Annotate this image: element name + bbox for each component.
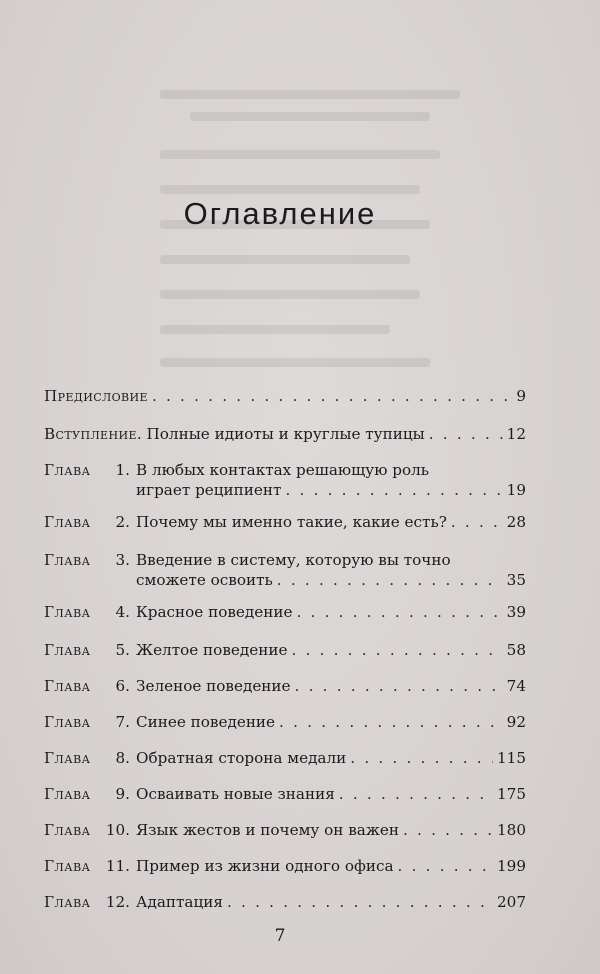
entry-text-block <box>136 856 526 876</box>
chapter-number: 7. <box>115 713 130 731</box>
toc-entry <box>44 640 526 660</box>
entry-title: играет реципиент <box>136 481 282 499</box>
toc-entry <box>44 512 526 532</box>
chapter-number: 1. <box>115 461 130 479</box>
toc-entry <box>44 386 526 406</box>
chapter-number: 12. <box>105 893 130 911</box>
chapter-label: Глава <box>44 893 91 911</box>
entry-page-number: 199 <box>497 857 526 875</box>
entry-page-number: 35 <box>506 571 526 589</box>
dot-leader <box>429 424 503 444</box>
dot-leader <box>277 570 503 590</box>
dot-leader <box>227 892 493 912</box>
entry-title: Синее поведение <box>136 713 276 731</box>
chapter-label: Глава <box>44 677 91 695</box>
toc-entry <box>44 712 526 732</box>
entry-page-number: 28 <box>506 513 526 531</box>
entry-text-block <box>136 892 526 912</box>
entry-text-block <box>136 602 526 622</box>
toc-entry <box>44 892 526 912</box>
entry-title-line <box>136 712 526 732</box>
toc-entry <box>44 602 526 622</box>
entry-title-line: Введение в систему, которую вы точно <box>136 551 451 569</box>
toc-entry <box>44 676 526 696</box>
entry-text-block <box>136 512 526 532</box>
toc-entry <box>44 748 526 768</box>
entry-title-line <box>44 386 526 406</box>
entry-text-block <box>136 640 526 660</box>
entry-page-number: 58 <box>506 641 526 659</box>
entry-title: Зеленое поведение <box>136 677 291 695</box>
entry-page-number: 175 <box>497 785 526 803</box>
entry-title: Осваивать новые знания <box>136 785 335 803</box>
entry-title: Обратная сторона медали <box>136 749 347 767</box>
chapter-label: Глава <box>44 821 91 839</box>
entry-page-number: 180 <box>497 821 526 839</box>
entry-title: Желтое поведение <box>136 641 288 659</box>
entry-page-number: 74 <box>506 677 526 695</box>
entry-page-number: 19 <box>506 481 526 499</box>
entry-title: Пример из жизни одного офиса <box>136 857 394 875</box>
entry-title-line <box>136 512 526 532</box>
page-title: Оглавление <box>183 196 377 231</box>
entry-title: Красное поведение <box>136 603 293 621</box>
entry-title: Предисловие <box>44 387 148 405</box>
entry-text-block <box>136 460 526 500</box>
entry-title-line <box>136 820 526 840</box>
entry-text-block <box>136 550 526 590</box>
entry-title: Почему мы именно такие, какие есть? <box>136 513 447 531</box>
entry-title: сможете освоить <box>136 571 273 589</box>
entry-page-number: 9 <box>516 387 526 405</box>
entry-title-line: В любых контактах решающую роль <box>136 461 430 479</box>
entry-title: Язык жестов и почему он важен <box>136 821 399 839</box>
dot-leader <box>339 784 493 804</box>
entry-title-line <box>136 748 526 768</box>
entry-title-line <box>136 784 526 804</box>
chapter-number: 11. <box>105 857 130 875</box>
page-number: 7 <box>274 926 286 946</box>
toc-entry <box>44 784 526 804</box>
chapter-label: Глава <box>44 641 91 659</box>
entry-page-number: 207 <box>497 893 526 911</box>
entry-text-block <box>44 424 526 444</box>
dot-leader <box>297 602 503 622</box>
toc-entry <box>44 460 526 500</box>
chapter-label: Глава <box>44 857 91 875</box>
chapter-label: Глава <box>44 551 91 569</box>
chapter-number: 5. <box>115 641 130 659</box>
chapter-number: 2. <box>115 513 130 531</box>
chapter-label: Глава <box>44 603 91 621</box>
chapter-label: Глава <box>44 461 91 479</box>
entry-text-block <box>136 820 526 840</box>
dot-leader <box>152 386 512 406</box>
chapter-label: Глава <box>44 713 91 731</box>
entry-text-block <box>136 712 526 732</box>
chapter-number: 3. <box>115 551 130 569</box>
dot-leader <box>285 480 502 500</box>
entry-page-number: 115 <box>497 749 526 767</box>
entry-text-block <box>44 386 526 406</box>
entry-text-block <box>136 676 526 696</box>
entry-page-number: 39 <box>506 603 526 621</box>
entry-title-line <box>136 856 526 876</box>
dot-leader <box>279 712 503 732</box>
chapter-label: Глава <box>44 513 91 531</box>
entry-title-line <box>136 602 526 622</box>
chapter-label: Глава <box>44 749 91 767</box>
dot-leader <box>291 640 502 660</box>
chapter-number: 9. <box>115 785 130 803</box>
dot-leader <box>295 676 503 696</box>
dot-leader <box>403 820 493 840</box>
chapter-number: 6. <box>115 677 130 695</box>
chapter-number: 10. <box>105 821 130 839</box>
chapter-label: Глава <box>44 785 91 803</box>
entry-page-number: 92 <box>506 713 526 731</box>
entry-text-block <box>136 784 526 804</box>
entry-title-line <box>136 570 526 590</box>
toc-entry <box>44 856 526 876</box>
entry-text-block <box>136 748 526 768</box>
toc-entry <box>44 820 526 840</box>
dot-leader <box>451 512 503 532</box>
entry-title-line <box>136 640 526 660</box>
entry-title: Вступление. Полные идиоты и круглые тупицы <box>44 425 425 443</box>
toc-entry <box>44 550 526 590</box>
entry-title-line <box>136 892 526 912</box>
dot-leader <box>350 748 493 768</box>
entry-title: Адаптация <box>136 893 223 911</box>
chapter-number: 8. <box>115 749 130 767</box>
entry-page-number: 12 <box>506 425 526 443</box>
entry-title-line <box>136 676 526 696</box>
toc-entry <box>44 424 526 444</box>
chapter-number: 4. <box>115 603 130 621</box>
dot-leader <box>398 856 493 876</box>
entry-title-line <box>44 424 526 444</box>
entry-title-line <box>136 480 526 500</box>
